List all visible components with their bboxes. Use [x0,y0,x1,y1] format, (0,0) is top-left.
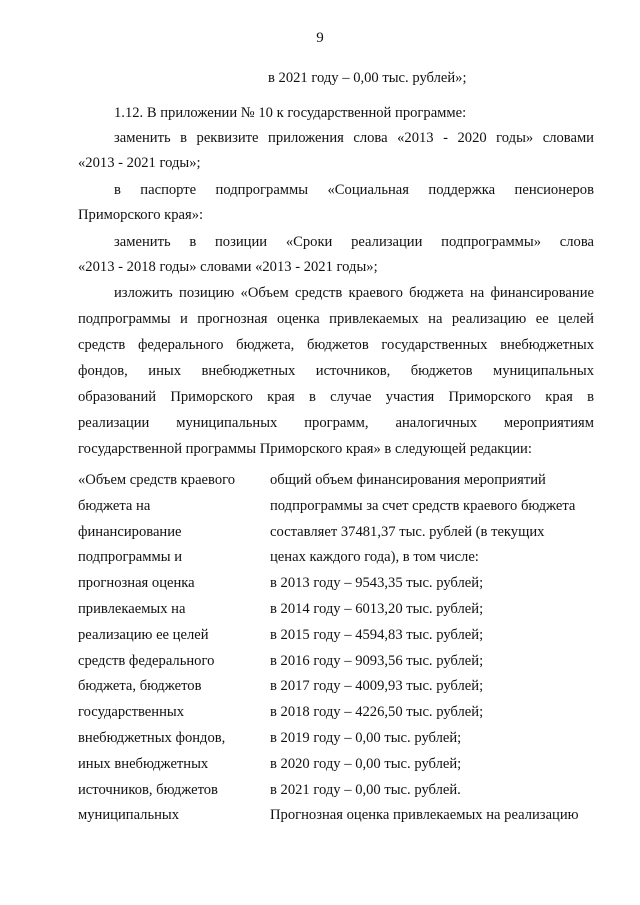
table-cell-right: в 2015 году – 4594,83 тыс. рублей; [270,626,484,643]
table-cell-left: муниципальных [78,807,180,824]
text-line: подпрограммы и прогнозная оценка привлекаемых на реализацию ее целей [78,311,594,327]
text-line: государственной программы Приморского края» в следующей редакции: [78,441,532,457]
table-cell-left: «Объем средств краевого [78,472,236,488]
table-cell-right: в 2014 году – 6013,20 тыс. рублей; [270,600,484,617]
table-cell-left: привлекаемых на [78,600,186,617]
text-line: фондов, иных внебюджетных источников, бюджетов муниципальных [78,363,594,379]
table-cell-left: государственных [78,704,185,721]
table-cell-left: подпрограммы и [78,549,183,566]
table-cell-right: в 2017 году – 4009,93 тыс. рублей; [270,678,484,695]
text-line: в паспорте подпрограммы «Социальная поддержка пенсионеров [114,182,594,198]
table-cell-right: в 2021 году – 0,00 тыс. рублей. [270,781,461,798]
text-line: изложить позицию «Объем средств краевого бюджета на финансирование [114,285,594,301]
table-right-column [270,468,610,829]
text-line: Приморского края»: [78,207,204,223]
table-cell-right: составляет 37481,37 тыс. рублей (в текущих [270,523,545,540]
table-cell-right: общий объем финансирования мероприятий [270,472,546,488]
text-line: «2013 - 2018 годы» словами «2013 - 2021 годы»; [78,259,378,275]
text-line: в 2021 году – 0,00 тыс. рублей»; [268,70,467,86]
table-cell-left: бюджета на [78,497,151,514]
table-cell-left: прогнозная оценка [78,575,195,592]
text-line: заменить в реквизите приложения слова «2013 - 2020 годы» словами [114,130,594,146]
table-cell-left: реализацию ее целей [78,626,209,643]
table-cell-right: в 2019 году – 0,00 тыс. рублей; [270,729,462,746]
table-cell-right: в 2016 году – 9093,56 тыс. рублей; [270,652,484,669]
text-line: заменить в позиции «Сроки реализации подпрограммы» слова [114,234,594,250]
table-cell-right: Прогнозная оценка привлекаемых на реализацию [270,807,579,824]
table-left-column [78,468,258,829]
table-cell-left: финансирование [78,523,182,540]
text-line: реализации муниципальных программ, аналогичных мероприятиям [78,415,594,431]
table-cell-left: бюджета, бюджетов [78,678,202,695]
table-cell-left: источников, бюджетов [78,781,218,798]
table-cell-left: внебюджетных фондов, [78,729,226,746]
table-cell-right: подпрограммы за счет средств краевого бюджета [270,497,576,514]
table-cell-right: в 2020 году – 0,00 тыс. рублей; [270,755,462,772]
table-cell-right: ценах каждого года), в том числе: [270,549,479,566]
table-cell-left: средств федерального [78,652,215,669]
table-cell-right: в 2013 году – 9543,35 тыс. рублей; [270,575,484,592]
table-cell-left: иных внебюджетных [78,755,209,772]
text-line: образований Приморского края в случае участия Приморского края в [78,389,594,405]
table-cell-right: в 2018 году – 4226,50 тыс. рублей; [270,704,484,721]
text-line: 1.12. В приложении № 10 к государственной программе: [114,105,467,121]
page-number: 9 [316,30,324,46]
text-line: средств федерального бюджета, бюджетов государственных внебюджетных [78,337,594,353]
text-line: «2013 - 2021 годы»; [78,155,201,171]
